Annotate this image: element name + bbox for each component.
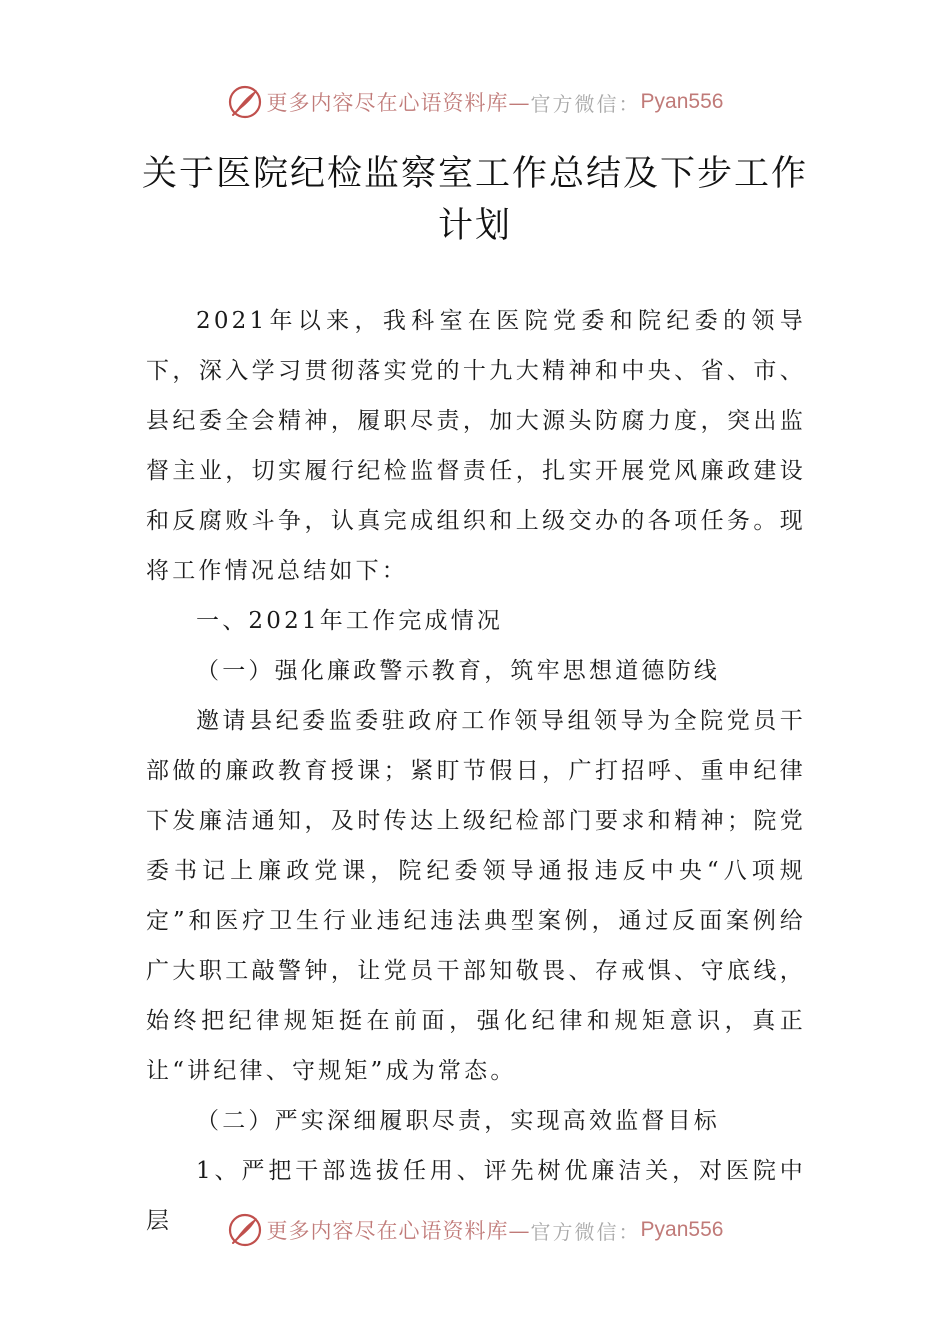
watermark-banner-bottom — [0, 1210, 950, 1250]
paragraph-intro: 2021年以来，我科室在医院党委和院纪委的领导下，深入学习贯彻落实党的十九大精神和中央、省、市、县纪委全会精神，履职尽责，加大源头防腐力度，突出监督主业，切实履行纪检监督责任，扎实开展党风廉政建设和反腐败斗争，认真完成组织和上级交办的各项任务。现将工作情况总结如下： — [146, 308, 806, 584]
subsection-heading-2: （二）严实深细履职尽责，实现高效监督目标 — [196, 1108, 720, 1134]
watermark-wechat-label: 官方微信： — [530, 91, 641, 116]
section-heading-1: 一、2021年工作完成情况 — [196, 608, 504, 634]
subsection-heading-1: （一）强化廉政警示教育，筑牢思想道德防线 — [196, 658, 720, 684]
paragraph-education: 邀请县纪委监委驻政府工作领导组领导为全院党员干部做的廉政教育授课；紧盯节假日，广打招呼、重申纪律下发廉洁通知，及时传达上级纪检部门要求和精神；院党委书记上廉政党课，院纪委领导通报违反中央“八项规定”和医疗卫生行业违纪违法典型案例，通过反面案例给广大职工敲警钟，让党员干部知敬畏、存戒惧、守底线，始终把纪律规矩挺在前面，强化纪律和规矩意识，真正让“讲纪律、守规矩”成为常态。 — [146, 708, 806, 1084]
watermark-account: Pyan556 — [640, 1218, 724, 1241]
quill-logo-icon — [227, 1212, 263, 1248]
watermark-slogan: 更多内容尽在心语资料库— — [266, 1219, 531, 1243]
paragraph-item-1: 1、严把干部选拔任用、评先树优廉洁关，对医院中层 — [146, 1158, 806, 1234]
watermark-wechat-label: 官方微信： — [530, 1219, 641, 1244]
document-title: 关于医院纪检监察室工作总结及下步工作计划 — [141, 154, 808, 246]
watermark-account: Pyan556 — [640, 90, 724, 113]
document-body — [146, 296, 806, 1246]
quill-logo-icon — [227, 84, 263, 120]
watermark-banner-top — [0, 82, 950, 122]
watermark-slogan: 更多内容尽在心语资料库— — [266, 91, 531, 115]
